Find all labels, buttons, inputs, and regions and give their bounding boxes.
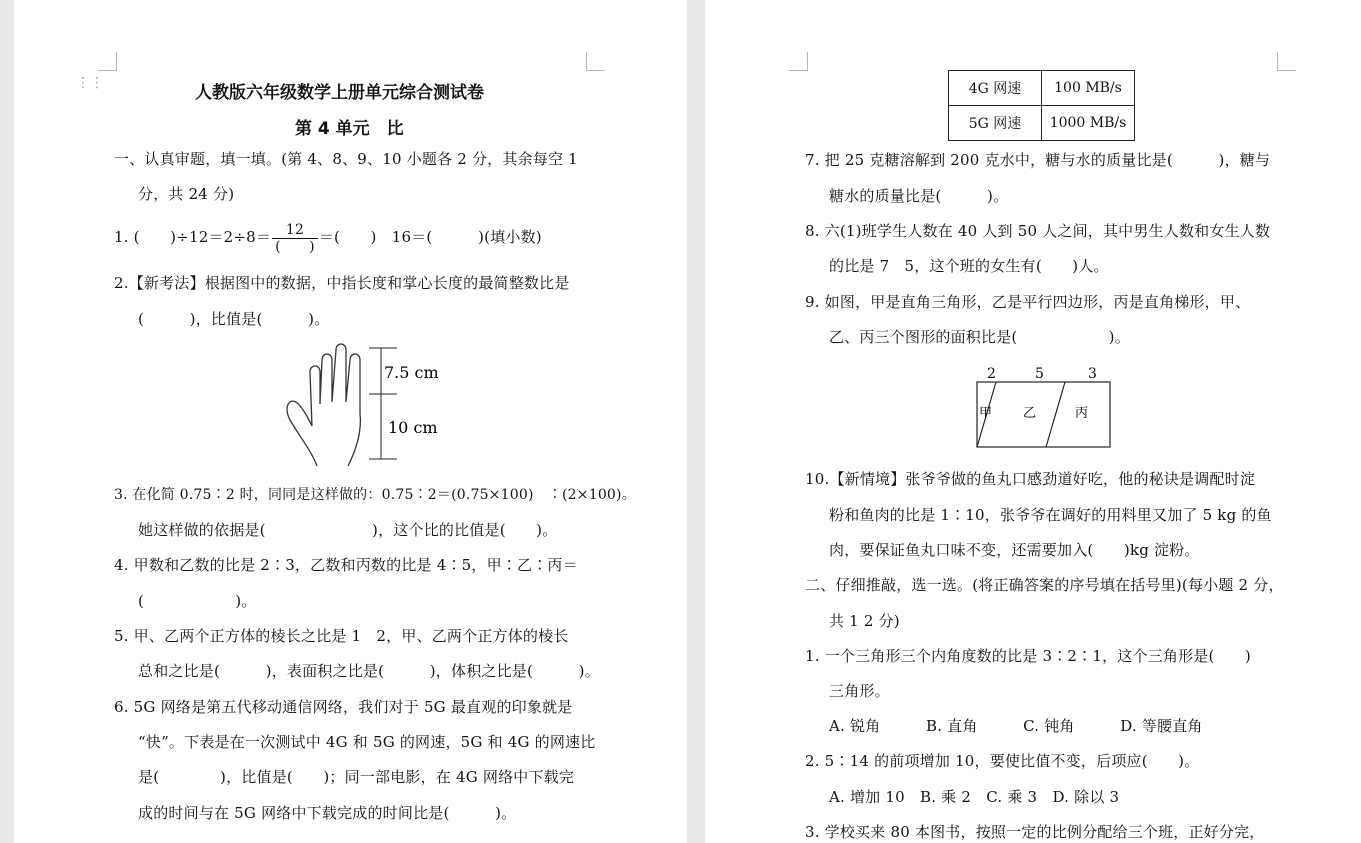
question-4: 4. 甲数和乙数的比是 2∶3，乙数和丙数的比是 4∶5，甲∶乙∶丙＝	[114, 556, 578, 574]
question-10-cont-2: 肉，要保证鱼丸口味不变，还需要加入( )kg 淀粉。	[829, 541, 1200, 559]
table-row	[949, 71, 1135, 106]
question-6-cont-2: 是( )，比值是( )；同一部电影，在 4G 网络中下载完	[138, 768, 575, 786]
q1-frac-num: 12	[272, 222, 318, 239]
question-8-cont: 的比是 7 5，这个班的女生有( )人。	[829, 257, 1109, 275]
q1-after: ＝( ) 16＝( )(填小数)	[318, 228, 542, 246]
page-title: 人教版六年级数学上册单元综合测试卷	[195, 83, 484, 103]
drag-handle-icon[interactable]: ⋮⋮	[76, 75, 104, 91]
table-row	[949, 106, 1135, 141]
question-2-cont: ( )，比值是( )。	[138, 310, 330, 328]
question-9-cont: 乙、丙三个图形的面积比是( )。	[829, 328, 1130, 346]
shapes-figure	[971, 362, 1117, 450]
question-8: 8. 六(1)班学生人数在 40 人到 50 人之间，其中男生人数和女生人数	[805, 222, 1271, 240]
document-page-right	[705, 0, 1361, 843]
hand-bottom-length: 10 cm	[388, 418, 438, 437]
divider-right	[1046, 382, 1065, 447]
table-cell: 5G 网速	[949, 106, 1042, 141]
question-7: 7. 把 25 克糖溶解到 200 克水中，糖与水的质量比是( )，糖与	[805, 151, 1271, 169]
table-cell: 1000 MB/s	[1042, 106, 1135, 141]
section1-heading-cont: 分，共 24 分)	[138, 185, 235, 203]
question-9: 9. 如图，甲是直角三角形，乙是平行四边形，丙是直角梯形，甲、	[805, 293, 1251, 311]
question-3: 3. 在化简 0.75∶2 时，同同是这样做的：0.75∶2＝(0.75×100) ∶(2×100)。	[114, 487, 636, 503]
section2-heading-cont: 共 1 2 分)	[829, 612, 900, 630]
q1-frac-den: ( )	[275, 238, 315, 255]
question-3-cont: 她这样做的依据是( )，这个比的比值是( )。	[138, 521, 558, 539]
shape-jia: 甲	[979, 406, 993, 421]
hand-figure	[282, 342, 442, 472]
table-cell: 4G 网速	[949, 71, 1042, 106]
s2-question-3: 3. 学校买来 80 本图书，按照一定的比例分配给三个班，正好分完，	[805, 823, 1265, 841]
question-6: 6. 5G 网络是第五代移动通信网络，我们对于 5G 最直观的印象就是	[114, 698, 573, 716]
q1-before: 1. ( )÷12＝2÷8＝	[114, 228, 272, 246]
fig-label-2: 2	[987, 366, 996, 382]
fig-label-5: 5	[1035, 366, 1044, 382]
shape-yi: 乙	[1023, 406, 1037, 421]
section2-heading: 二、仔细推敲，选一选。(将正确答案的序号填在括号里)(每小题 2 分，	[805, 576, 1284, 594]
q1-fraction	[272, 222, 318, 255]
shape-bing: 丙	[1075, 406, 1089, 421]
margin-mark-top-left	[98, 52, 117, 71]
table-cell: 100 MB/s	[1042, 71, 1135, 106]
s2-question-1-options: A. 锐角 B. 直角 C. 钝角 D. 等腰直角	[829, 717, 1203, 735]
outer-rectangle	[977, 382, 1110, 447]
question-5-cont: 总和之比是( )，表面积之比是( )，体积之比是( )。	[138, 662, 600, 680]
margin-mark-top-right	[1277, 52, 1296, 71]
unit-subtitle: 第 4 单元 比	[295, 119, 404, 139]
question-2: 2.【新考法】根据图中的数据，中指长度和掌心长度的最简整数比是	[114, 274, 570, 292]
question-6-cont-3: 成的时间与在 5G 网络中下载完成的时间比是( )。	[138, 804, 517, 822]
question-7-cont: 糖水的质量比是( )。	[829, 187, 1009, 205]
s2-question-1: 1. 一个三角形三个内角度数的比是 3∶2∶1，这个三角形是( )	[805, 647, 1251, 665]
question-5: 5. 甲、乙两个正方体的棱长之比是 1 2，甲、乙两个正方体的棱长	[114, 627, 569, 645]
margin-mark-top-left	[789, 52, 808, 71]
question-4-cont: ( )。	[138, 592, 257, 610]
question-1	[114, 219, 542, 255]
document-page-left	[14, 0, 687, 843]
speed-table	[948, 70, 1135, 141]
margin-mark-top-right	[586, 52, 605, 71]
s2-question-2-options: A. 增加 10 B. 乘 2 C. 乘 3 D. 除以 3	[829, 788, 1120, 806]
s2-question-1-cont: 三角形。	[829, 682, 890, 700]
fig-label-3: 3	[1088, 366, 1097, 382]
hand-top-length: 7.5 cm	[384, 363, 439, 382]
question-6-cont-1: “快”。下表是在一次测试中 4G 和 5G 的网速，5G 和 4G 的网速比	[138, 733, 596, 751]
hand-outline-icon	[287, 344, 360, 466]
s2-question-2: 2. 5∶14 的前项增加 10，要使比值不变，后项应( )。	[805, 752, 1200, 770]
question-10-cont-1: 粉和鱼肉的比是 1∶10，张爷爷在调好的用料里又加了 5 kg 的鱼	[829, 506, 1272, 524]
section1-heading: 一、认真审题，填一填。(第 4、8、9、10 小题各 2 分，其余每空 1	[114, 150, 578, 168]
question-10: 10.【新情境】张爷爷做的鱼丸口感劲道好吃，他的秘诀是调配时淀	[805, 470, 1256, 488]
